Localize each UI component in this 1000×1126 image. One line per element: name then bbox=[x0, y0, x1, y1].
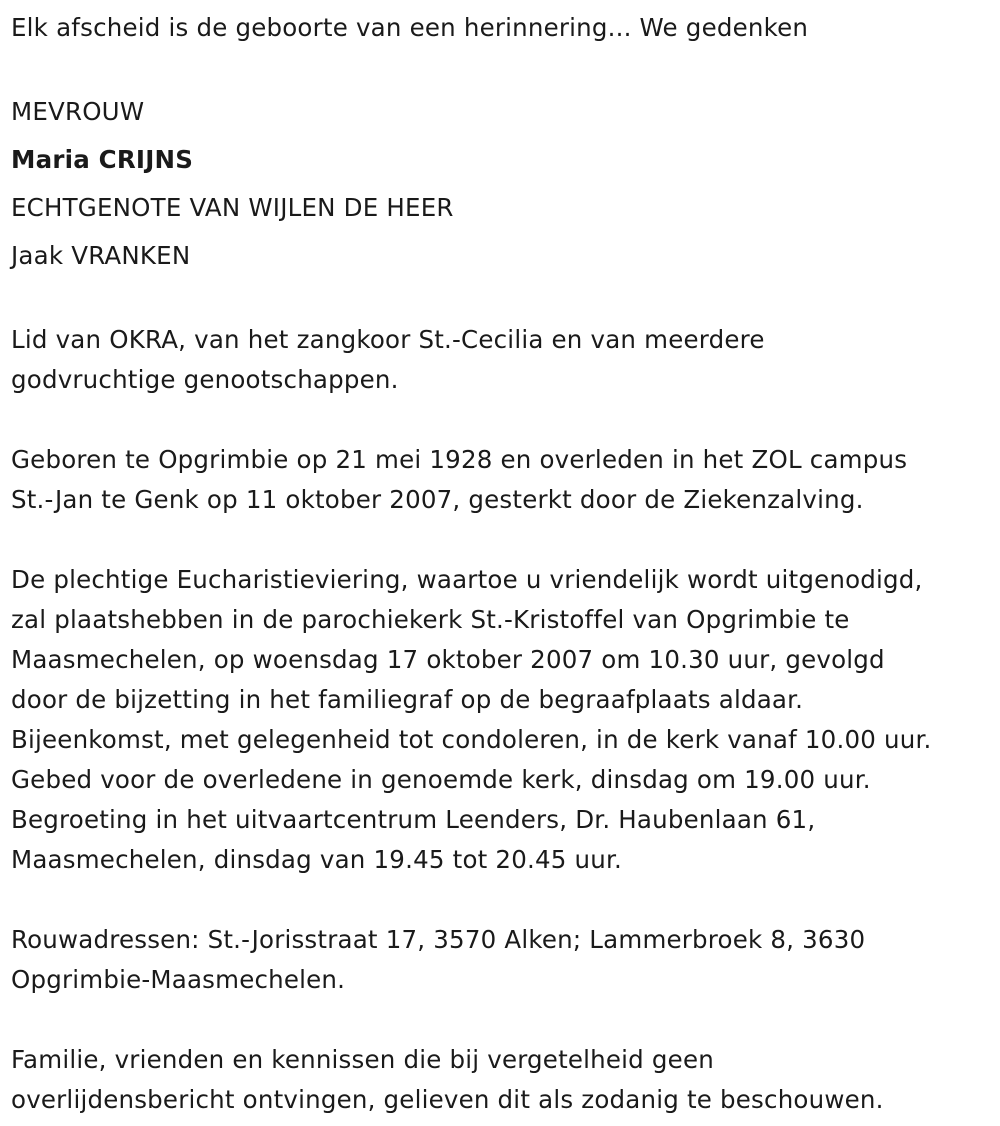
spouse-name: Jaak VRANKEN bbox=[11, 241, 191, 270]
paragraph-line: Maasmechelen, dinsdag van 19.45 tot 20.45 uur. bbox=[11, 845, 623, 874]
spacer bbox=[11, 48, 996, 88]
salutation: MEVROUW bbox=[11, 97, 145, 126]
paragraph-line: De plechtige Eucharistieviering, waartoe u vriendelijk wordt uitgenodigd, bbox=[11, 565, 923, 594]
paragraph-line: Opgrimbie-Maasmechelen. bbox=[11, 965, 346, 994]
paragraph-line: Familie, vrienden en kennissen die bij vergetelheid geen bbox=[11, 1045, 714, 1074]
paragraph-line: Begroeting in het uitvaartcentrum Leenders, Dr. Haubenlaan 61, bbox=[11, 805, 816, 834]
paragraph-line: Maasmechelen, op woensdag 17 oktober 2007 om 10.30 uur, gevolgd bbox=[11, 645, 885, 674]
paragraph-line: Lid van OKRA, van het zangkoor St.-Cecilia en van meerdere bbox=[11, 325, 765, 354]
addresses-paragraph bbox=[11, 920, 996, 1000]
spacer bbox=[11, 400, 996, 440]
closing-paragraph bbox=[11, 1040, 996, 1120]
obituary-notice bbox=[11, 8, 996, 1120]
spacer bbox=[11, 880, 996, 920]
spacer bbox=[11, 280, 996, 320]
paragraph-line: godvruchtige genootschappen. bbox=[11, 365, 399, 394]
paragraph-line: St.-Jan te Genk op 11 oktober 2007, gesterkt door de Ziekenzalving. bbox=[11, 485, 864, 514]
paragraph-line: Gebed voor de overledene in genoemde kerk, dinsdag om 19.00 uur. bbox=[11, 765, 871, 794]
intro-line: Elk afscheid is de geboorte van een herinnering... We gedenken bbox=[11, 13, 809, 42]
deceased-name: Maria CRIJNS bbox=[11, 145, 194, 174]
spacer bbox=[11, 520, 996, 560]
paragraph-line: overlijdensbericht ontvingen, gelieven dit als zodanig te beschouwen. bbox=[11, 1085, 884, 1114]
paragraph-line: Geboren te Opgrimbie op 21 mei 1928 en overleden in het ZOL campus bbox=[11, 445, 908, 474]
relation-line: ECHTGENOTE VAN WIJLEN DE HEER bbox=[11, 193, 454, 222]
ceremony-paragraph bbox=[11, 560, 996, 880]
paragraph-line: door de bijzetting in het familiegraf op de begraafplaats aldaar. bbox=[11, 685, 804, 714]
paragraph-line: Rouwadressen: St.-Jorisstraat 17, 3570 Alken; Lammerbroek 8, 3630 bbox=[11, 925, 866, 954]
membership-paragraph bbox=[11, 320, 996, 400]
spacer bbox=[11, 1000, 996, 1040]
paragraph-line: zal plaatshebben in de parochiekerk St.-Kristoffel van Opgrimbie te bbox=[11, 605, 850, 634]
birth-death-paragraph bbox=[11, 440, 996, 520]
paragraph-line: Bijeenkomst, met gelegenheid tot condoleren, in de kerk vanaf 10.00 uur. bbox=[11, 725, 932, 754]
